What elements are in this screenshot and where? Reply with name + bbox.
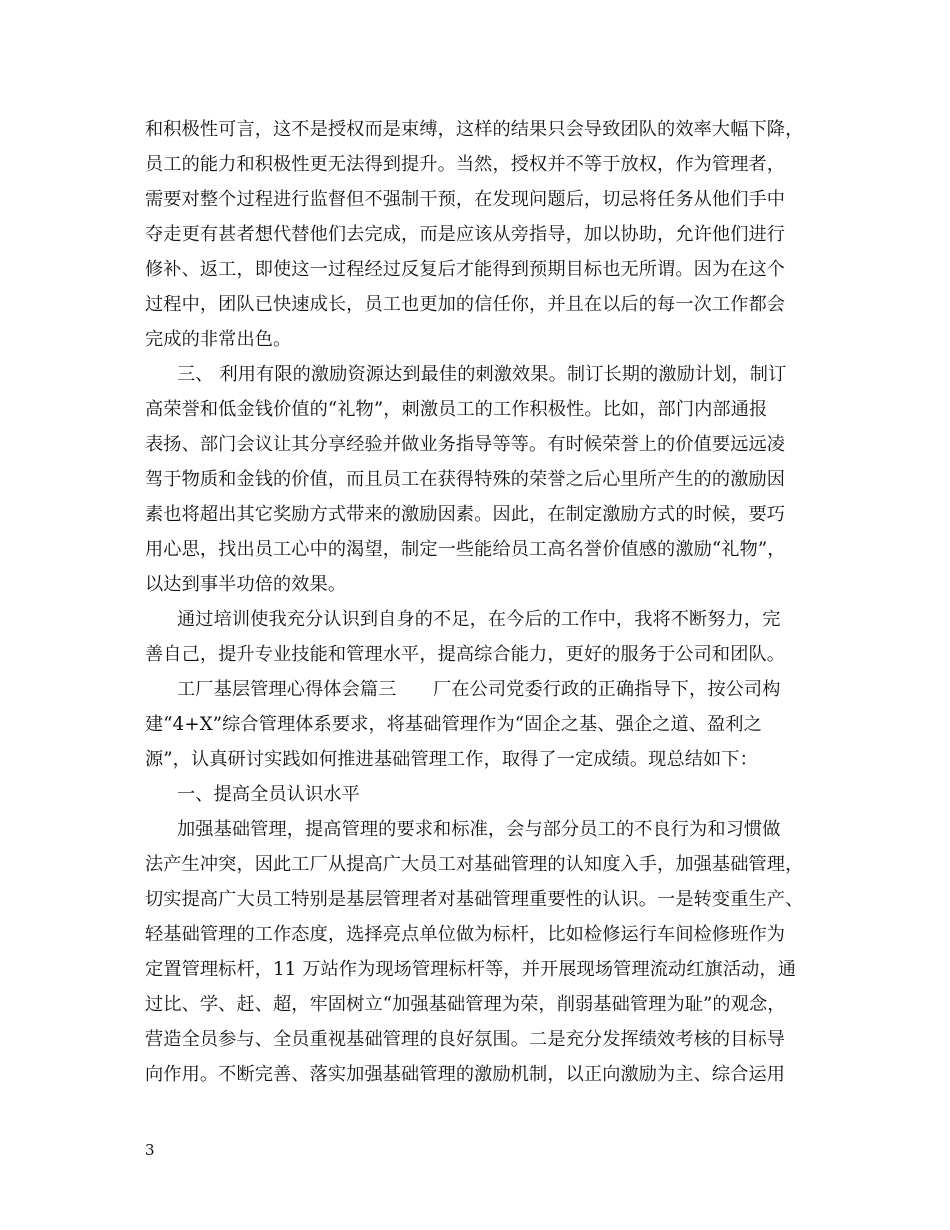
text-line: 修补、返工，即使这一过程经过反复后才能得到预期目标也无所谓。因为在这个 xyxy=(145,259,786,280)
text-line: 源”，认真研讨实践如何推进基础管理工作，取得了一定成绩。现总结如下： xyxy=(145,749,758,770)
text-line: 素也将超出其它奖励方式带来的激励因素。因此，在制定激励方式的时候，要巧 xyxy=(145,504,786,525)
article-title-line: 工厂基层管理心得体会篇三 厂在公司党委行政的正确指导下，按公司构 xyxy=(177,679,781,700)
text-line: 营造全员参与、全员重视基础管理的良好氛围。二是充分发挥绩效考核的目标导 xyxy=(145,1029,786,1050)
page-number: 3 xyxy=(145,1141,155,1159)
section-heading-three: 三、 利用有限的激励资源达到最佳的刺激效果。制订长期的激励计划，制订 xyxy=(177,364,787,385)
text-line: 高荣誉和低金钱价值的“礼物”，刺激员工的工作积极性。比如，部门内部通报 xyxy=(145,399,768,420)
text-line: 定置管理标杆，11 万站作为现场管理标杆等，并开展现场管理流动红旗活动，通 xyxy=(145,959,796,980)
text-line: 需要对整个过程进行监督但不强制干预，在发现问题后，切忌将任务从他们手中 xyxy=(145,189,786,210)
text-line: 用心思，找出员工心中的渴望，制定一些能给员工高名誉价值感的激励“礼物”， xyxy=(145,539,786,560)
text-line: 以达到事半功倍的效果。 xyxy=(145,574,347,595)
section-heading-one: 一、提高全员认识水平 xyxy=(177,784,360,805)
text-line: 夺走更有甚者想代替他们去完成，而是应该从旁指导，加以协助，允许他们进行 xyxy=(145,224,786,245)
text-line: 轻基础管理的工作态度，选择亮点单位做为标杆，比如检修运行车间检修班作为 xyxy=(145,924,786,945)
text-line: 和积极性可言，这不是授权而是束缚，这样的结果只会导致团队的效率大幅下降， xyxy=(145,119,804,140)
text-line: 过程中，团队已快速成长，员工也更加的信任你，并且在以后的每一次工作都会 xyxy=(145,294,786,315)
text-line: 向作用。不断完善、落实加强基础管理的激励机制，以正向激励为主、综合运用 xyxy=(145,1064,786,1085)
text-line: 法产生冲突，因此工厂从提高广大员工对基础管理的认知度入手，加强基础管理， xyxy=(145,854,804,875)
text-line: 完成的非常出色。 xyxy=(145,329,292,350)
text-line: 过比、学、赶、超，牢固树立“加强基础管理为荣，削弱基础管理为耻”的观念， xyxy=(145,994,786,1015)
text-line: 驾于物质和金钱的价值，而且员工在获得特殊的荣誉之后心里所产生的的激励因 xyxy=(145,469,786,490)
text-line: 切实提高广大员工特别是基层管理者对基础管理重要性的认识。一是转变重生产、 xyxy=(145,889,804,910)
text-line: 善自己，提升专业技能和管理水平，提高综合能力，更好的服务于公司和团队。 xyxy=(145,644,786,665)
paragraph-start: 通过培训使我充分认识到自身的不足，在今后的工作中，我将不断努力，完 xyxy=(177,609,781,630)
text-line: 建“4+X”综合管理体系要求，将基础管理作为“固企之基、强企之道、盈利之 xyxy=(145,714,762,735)
paragraph-start: 加强基础管理，提高管理的要求和标准，会与部分员工的不良行为和习惯做 xyxy=(177,819,781,840)
text-line: 表扬、部门会议让其分享经验并做业务指导等等。有时候荣誉上的价值要远远凌 xyxy=(145,434,786,455)
text-line: 员工的能力和积极性更无法得到提升。当然，授权并不等于放权，作为管理者， xyxy=(145,154,786,175)
